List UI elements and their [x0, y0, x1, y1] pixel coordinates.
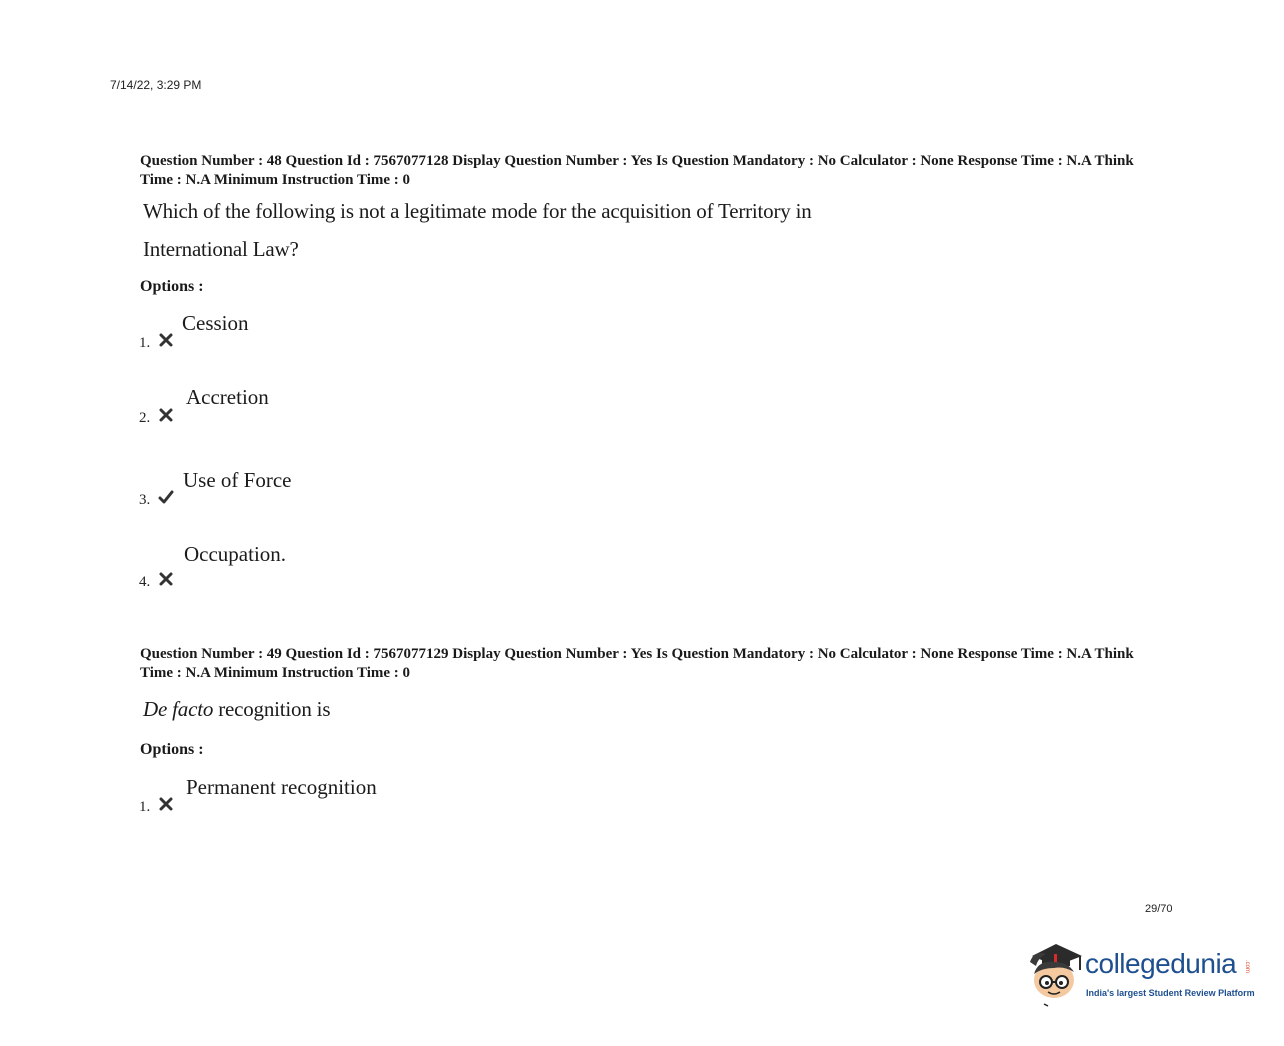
- brand-suffix: .com: [1244, 960, 1250, 974]
- mascot-icon: [1024, 940, 1086, 1008]
- brand-name: collegedunia: [1085, 948, 1237, 979]
- option-number: 2.: [139, 410, 151, 426]
- question-48-text-line2: International Law?: [143, 237, 299, 261]
- question-48-text: [143, 192, 1043, 268]
- option-text: Cession: [182, 311, 249, 335]
- option-text: Accretion: [186, 385, 269, 409]
- cross-icon: [158, 332, 174, 348]
- question-49-text: [143, 694, 1043, 724]
- page-number: 29/70: [1145, 903, 1173, 915]
- question-49-meta: Question Number : 49 Question Id : 7567077129 Display Question Number : Yes Is Question Mandatory : No Calculator : None Response Time : N.A Think Time : N.A Minimum Instruction Time : 0: [140, 646, 1134, 681]
- question-49-text-rest: recognition is: [213, 697, 331, 721]
- question-49-options-label: Options :: [140, 741, 204, 758]
- option-text: Occupation.: [184, 542, 287, 566]
- cross-icon: [158, 407, 174, 423]
- question-48-meta: Question Number : 48 Question Id : 7567077128 Display Question Number : Yes Is Question Mandatory : No Calculator : None Response Time : N.A Think Time : N.A Minimum Instruction Time : 0: [140, 153, 1134, 188]
- option-number: 3.: [139, 492, 151, 508]
- check-icon: [158, 489, 174, 505]
- brand-tagline: India's largest Student Review Platform: [1086, 988, 1255, 998]
- option-text: Use of Force: [183, 468, 292, 492]
- option-number: 1.: [139, 799, 151, 815]
- option-text: Permanent recognition: [186, 775, 377, 799]
- print-timestamp: 7/14/22, 3:29 PM: [110, 78, 202, 92]
- question-48-text-line1: Which of the following is not a legitimate mode for the acquisition of Territory in: [143, 199, 812, 223]
- collegedunia-logo: [1024, 940, 1264, 1010]
- question-49-text-italic: De facto: [143, 697, 214, 721]
- question-48-options-label: Options :: [140, 278, 204, 295]
- cross-icon: [158, 571, 174, 587]
- cross-icon: [158, 796, 174, 812]
- option-number: 1.: [139, 335, 151, 351]
- option-number: 4.: [139, 574, 151, 590]
